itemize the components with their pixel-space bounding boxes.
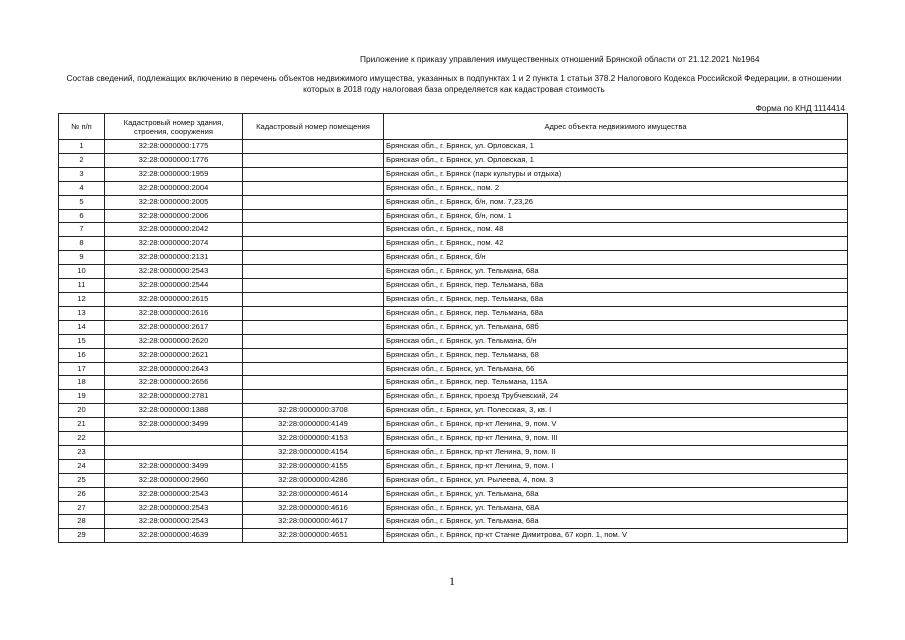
building-cadastral-number: 32:28:0000000:2643 <box>105 362 243 376</box>
premises-cadastral-number <box>243 362 384 376</box>
row-number: 9 <box>59 251 105 265</box>
row-number: 13 <box>59 306 105 320</box>
premises-cadastral-number: 32:28:0000000:4616 <box>243 501 384 515</box>
table-row <box>59 515 848 529</box>
address: Брянская обл., г. Брянск, ул. Рылеева, 4, пом. 3 <box>384 473 848 487</box>
building-cadastral-number: 32:28:0000000:2042 <box>105 223 243 237</box>
table-row <box>59 487 848 501</box>
column-header-address: Адрес объекта недвижимого имущества <box>384 114 848 140</box>
premises-cadastral-number <box>243 209 384 223</box>
header-row <box>59 114 848 140</box>
row-number: 22 <box>59 432 105 446</box>
premises-cadastral-number: 32:28:0000000:4149 <box>243 418 384 432</box>
table-row <box>59 473 848 487</box>
premises-cadastral-number <box>243 279 384 293</box>
row-number: 29 <box>59 529 105 543</box>
row-number: 12 <box>59 292 105 306</box>
premises-cadastral-number <box>243 195 384 209</box>
table-row <box>59 223 848 237</box>
premises-cadastral-number <box>243 334 384 348</box>
address: Брянская обл., г. Брянск, б/н <box>384 251 848 265</box>
premises-cadastral-number <box>243 251 384 265</box>
column-header-number: № п/п <box>59 114 105 140</box>
address: Брянская обл., г. Брянск, пр-кт Ленина, 9, пом. V <box>384 418 848 432</box>
building-cadastral-number: 32:28:0000000:3499 <box>105 459 243 473</box>
building-cadastral-number: 32:28:0000000:2960 <box>105 473 243 487</box>
building-cadastral-number <box>105 432 243 446</box>
address: Брянская обл., г. Брянск, ул. Тельмана, 66 <box>384 362 848 376</box>
table-row <box>59 181 848 195</box>
address: Брянская обл., г. Брянск, ул. Орловская, 1 <box>384 140 848 154</box>
row-number: 20 <box>59 404 105 418</box>
building-cadastral-number: 32:28:0000000:2615 <box>105 292 243 306</box>
building-cadastral-number: 32:28:0000000:2544 <box>105 279 243 293</box>
premises-cadastral-number: 32:28:0000000:4154 <box>243 445 384 459</box>
address: Брянская обл., г. Брянск, пер. Тельмана, 68а <box>384 279 848 293</box>
building-cadastral-number: 32:28:0000000:2005 <box>105 195 243 209</box>
column-header-building-cadastral: Кадастровый номер здания, строения, сооружения <box>105 114 243 140</box>
building-cadastral-number: 32:28:0000000:2621 <box>105 348 243 362</box>
table-row <box>59 432 848 446</box>
premises-cadastral-number <box>243 140 384 154</box>
row-number: 10 <box>59 265 105 279</box>
premises-cadastral-number <box>243 376 384 390</box>
building-cadastral-number: 32:28:0000000:2131 <box>105 251 243 265</box>
address: Брянская обл., г. Брянск, б/н, пом. 7,23,26 <box>384 195 848 209</box>
property-table <box>58 113 848 543</box>
table-row <box>59 362 848 376</box>
table-row <box>59 334 848 348</box>
row-number: 7 <box>59 223 105 237</box>
premises-cadastral-number: 32:28:0000000:4614 <box>243 487 384 501</box>
address: Брянская обл., г. Брянск, ул. Тельмана, 68а <box>384 487 848 501</box>
address: Брянская обл., г. Брянск, пр-кт Станке Димитрова, 67 корп. 1, пом. V <box>384 529 848 543</box>
address: Брянская обл., г. Брянск, пер. Тельмана, 68 <box>384 348 848 362</box>
row-number: 26 <box>59 487 105 501</box>
building-cadastral-number: 32:28:0000000:2543 <box>105 487 243 501</box>
address: Брянская обл., г. Брянск,, пом. 42 <box>384 237 848 251</box>
building-cadastral-number: 32:28:0000000:2620 <box>105 334 243 348</box>
address: Брянская обл., г. Брянск, ул. Тельмана, 68А <box>384 501 848 515</box>
address: Брянская обл., г. Брянск, пер. Тельмана, 68а <box>384 306 848 320</box>
table-row <box>59 418 848 432</box>
premises-cadastral-number <box>243 153 384 167</box>
row-number: 17 <box>59 362 105 376</box>
address: Брянская обл., г. Брянск,, пом. 2 <box>384 181 848 195</box>
building-cadastral-number: 32:28:0000000:2543 <box>105 515 243 529</box>
table-row <box>59 153 848 167</box>
row-number: 25 <box>59 473 105 487</box>
building-cadastral-number: 32:28:0000000:2617 <box>105 320 243 334</box>
address: Брянская обл., г. Брянск, ул. Тельмана, 68а <box>384 515 848 529</box>
row-number: 21 <box>59 418 105 432</box>
building-cadastral-number: 32:28:0000000:1775 <box>105 140 243 154</box>
address: Брянская обл., г. Брянск, пр-кт Ленина, 9, пом. II <box>384 445 848 459</box>
building-cadastral-number: 32:28:0000000:1959 <box>105 167 243 181</box>
address: Брянская обл., г. Брянск,, пом. 48 <box>384 223 848 237</box>
row-number: 14 <box>59 320 105 334</box>
building-cadastral-number: 32:28:0000000:2074 <box>105 237 243 251</box>
row-number: 23 <box>59 445 105 459</box>
table-row <box>59 251 848 265</box>
table-row <box>59 265 848 279</box>
premises-cadastral-number <box>243 292 384 306</box>
table-row <box>59 501 848 515</box>
premises-cadastral-number <box>243 320 384 334</box>
premises-cadastral-number <box>243 306 384 320</box>
building-cadastral-number: 32:28:0000000:4639 <box>105 529 243 543</box>
building-cadastral-number: 32:28:0000000:2543 <box>105 265 243 279</box>
address: Брянская обл., г. Брянск, пер. Тельмана, 68а <box>384 292 848 306</box>
row-number: 8 <box>59 237 105 251</box>
row-number: 18 <box>59 376 105 390</box>
row-number: 2 <box>59 153 105 167</box>
premises-cadastral-number <box>243 265 384 279</box>
address: Брянская обл., г. Брянск, ул. Тельмана, 68а <box>384 265 848 279</box>
address: Брянская обл., г. Брянск, ул. Орловская, 1 <box>384 153 848 167</box>
building-cadastral-number: 32:28:0000000:2616 <box>105 306 243 320</box>
premises-cadastral-number: 32:28:0000000:4651 <box>243 529 384 543</box>
table-row <box>59 390 848 404</box>
column-header-premises-cadastral: Кадастровый номер помещения <box>243 114 384 140</box>
row-number: 27 <box>59 501 105 515</box>
premises-cadastral-number <box>243 167 384 181</box>
form-code: Форма по КНД 1114414 <box>755 103 845 113</box>
table-row <box>59 459 848 473</box>
building-cadastral-number <box>105 445 243 459</box>
table-body <box>59 140 848 543</box>
address: Брянская обл., г. Брянск, проезд Трубчевский, 24 <box>384 390 848 404</box>
table-header <box>59 114 848 140</box>
building-cadastral-number: 32:28:0000000:2781 <box>105 390 243 404</box>
table-row <box>59 237 848 251</box>
address: Брянская обл., г. Брянск, б/н, пом. 1 <box>384 209 848 223</box>
building-cadastral-number: 32:28:0000000:2004 <box>105 181 243 195</box>
document-subtitle: Состав сведений, подлежащих включению в перечень объектов недвижимого имущества, указанных в подпунктах 1 и 2 пункта 1 статьи 378.2 Налогового Кодекса Российской Федерации, в отношении которых в 2018 году налоговая база определяется как кадастровая стоимость <box>66 73 842 94</box>
address: Брянская обл., г. Брянск, ул. Тельмана, 68б <box>384 320 848 334</box>
premises-cadastral-number <box>243 348 384 362</box>
premises-cadastral-number <box>243 390 384 404</box>
table-row <box>59 529 848 543</box>
annex-reference: Приложение к приказу управления имущественных отношений Брянской области от 21.12.2021 №1964 <box>360 54 760 64</box>
table-row <box>59 195 848 209</box>
table-row <box>59 306 848 320</box>
premises-cadastral-number <box>243 237 384 251</box>
table-row <box>59 292 848 306</box>
building-cadastral-number: 32:28:0000000:2006 <box>105 209 243 223</box>
table-row <box>59 376 848 390</box>
address: Брянская обл., г. Брянск, ул. Полесская, 3, кв. I <box>384 404 848 418</box>
premises-cadastral-number: 32:28:0000000:4155 <box>243 459 384 473</box>
row-number: 24 <box>59 459 105 473</box>
building-cadastral-number: 32:28:0000000:1776 <box>105 153 243 167</box>
table-row <box>59 167 848 181</box>
row-number: 3 <box>59 167 105 181</box>
row-number: 19 <box>59 390 105 404</box>
address: Брянская обл., г. Брянск, пр-кт Ленина, 9, пом. I <box>384 459 848 473</box>
address: Брянская обл., г. Брянск, ул. Тельмана, б/н <box>384 334 848 348</box>
row-number: 28 <box>59 515 105 529</box>
premises-cadastral-number <box>243 223 384 237</box>
table-row <box>59 445 848 459</box>
table-row <box>59 279 848 293</box>
address: Брянская обл., г. Брянск, пер. Тельмана, 115А <box>384 376 848 390</box>
row-number: 11 <box>59 279 105 293</box>
table-row <box>59 404 848 418</box>
building-cadastral-number: 32:28:0000000:2656 <box>105 376 243 390</box>
address: Брянская обл., г. Брянск (парк культуры и отдыха) <box>384 167 848 181</box>
premises-cadastral-number: 32:28:0000000:4286 <box>243 473 384 487</box>
premises-cadastral-number: 32:28:0000000:4153 <box>243 432 384 446</box>
building-cadastral-number: 32:28:0000000:2543 <box>105 501 243 515</box>
page-number: 1 <box>449 574 455 588</box>
table-row <box>59 140 848 154</box>
premises-cadastral-number: 32:28:0000000:3708 <box>243 404 384 418</box>
premises-cadastral-number <box>243 181 384 195</box>
row-number: 16 <box>59 348 105 362</box>
building-cadastral-number: 32:28:0000000:1388 <box>105 404 243 418</box>
row-number: 15 <box>59 334 105 348</box>
row-number: 4 <box>59 181 105 195</box>
table-row <box>59 320 848 334</box>
row-number: 1 <box>59 140 105 154</box>
table-row <box>59 209 848 223</box>
row-number: 5 <box>59 195 105 209</box>
row-number: 6 <box>59 209 105 223</box>
premises-cadastral-number: 32:28:0000000:4617 <box>243 515 384 529</box>
table-row <box>59 348 848 362</box>
building-cadastral-number: 32:28:0000000:3499 <box>105 418 243 432</box>
address: Брянская обл., г. Брянск, пр-кт Ленина, 9, пом. III <box>384 432 848 446</box>
